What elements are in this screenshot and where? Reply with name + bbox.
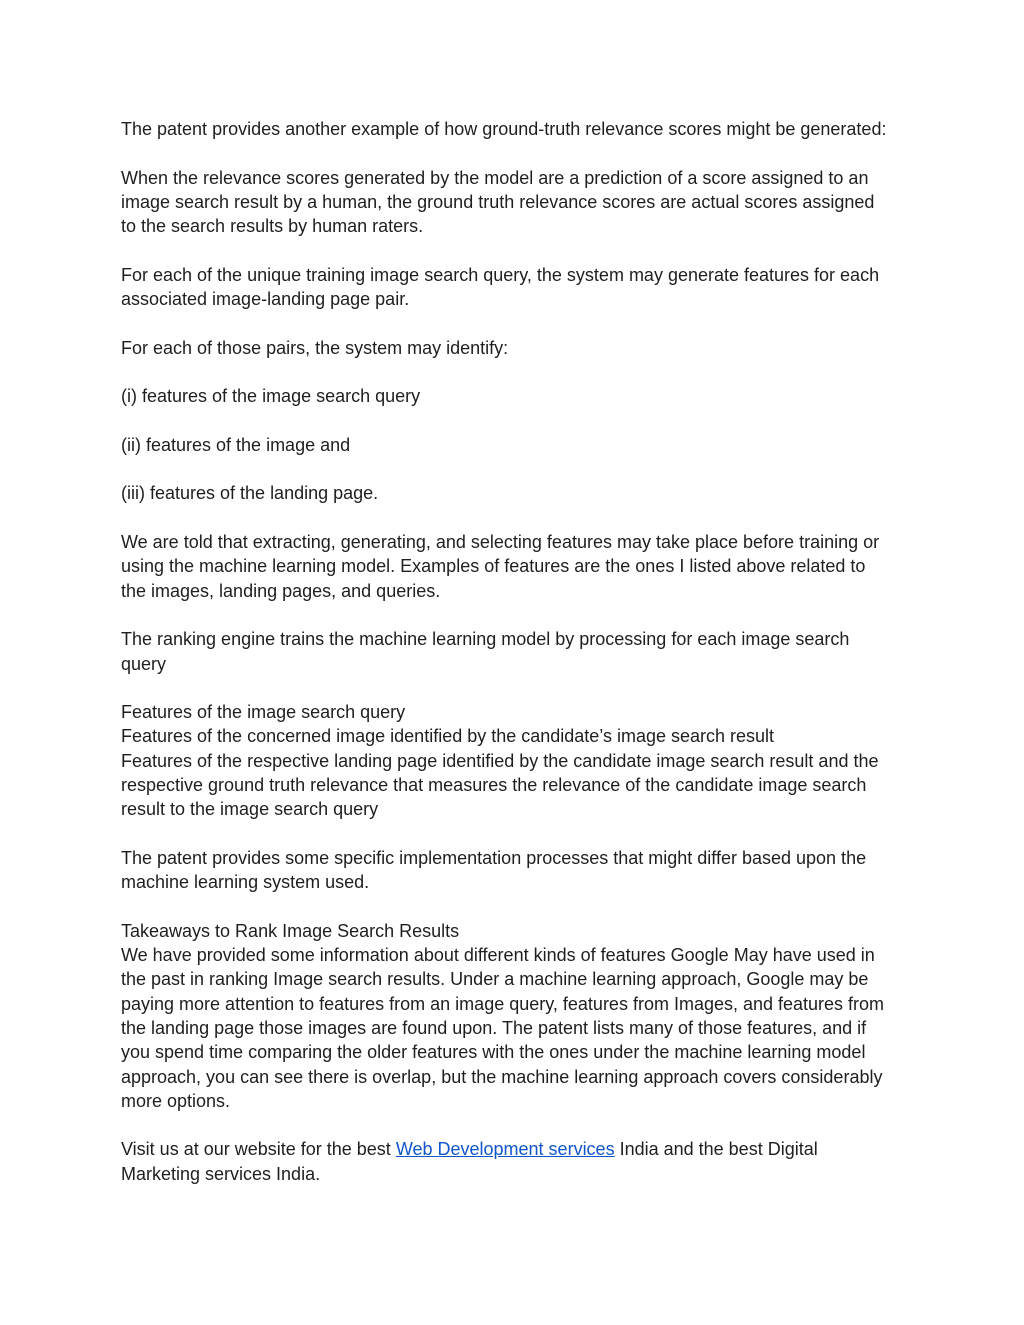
list-item-image-features: (ii) features of the image and	[121, 434, 351, 455]
list-item-landing-features: (iii) features of the landing page.	[121, 483, 379, 504]
list-item-query-features: (i) features of the image search query	[121, 386, 421, 407]
footer-text-before-link: Visit us at our website for the best	[121, 1139, 396, 1160]
paragraph-training-features: For each of the unique training image search query, the system may generate features for each associated image-landing page pair.	[121, 264, 880, 310]
paragraph-relevance-scores: When the relevance scores generated by the model are a prediction of a score assigned to an image search result by a human, the ground truth relevance scores are actual scores assigned to the search results by human raters.	[121, 167, 875, 237]
paragraph-gap	[121, 1113, 911, 1137]
footer-text-after-link: India and the best Digital Marketing services India.	[121, 1139, 818, 1184]
paragraph-pairs-identify: For each of those pairs, the system may identify:	[121, 337, 509, 358]
paragraph-gap	[121, 822, 911, 846]
paragraph-gap	[121, 457, 911, 481]
paragraph-implementation: The patent provides some specific implementation processes that might differ based upon the machine learning system used.	[121, 847, 867, 893]
web-development-services-link[interactable]: Web Development services	[395, 1139, 615, 1160]
paragraph-feature-list: Features of the image search query Features of the concerned image identified by the candidate’s image search result Features of the respective landing page identified by the candidate image search result and the respective ground truth relevance that measures the relevance of the candidate image search result to the image search query	[121, 702, 879, 820]
document-page	[121, 117, 911, 1186]
paragraph-gap	[121, 506, 911, 530]
paragraph-ranking-engine: The ranking engine trains the machine learning model by processing for each image search query	[121, 629, 850, 674]
paragraph-gap	[121, 603, 911, 627]
paragraph-footer-visit	[121, 1137, 911, 1186]
paragraph-gap	[121, 238, 911, 262]
paragraph-gap	[121, 895, 911, 919]
paragraph-gap	[121, 141, 911, 165]
paragraph-gap	[121, 409, 911, 433]
paragraph-gap	[121, 360, 911, 384]
paragraph-takeaways: Takeaways to Rank Image Search Results We have provided some information about different kinds of features Google May have used in the past in ranking Image search results. Under a machine learning approach, Google may be paying more attention to features from an image query, features from Images, and features from the landing page those images are found upon. The patent lists many of those features, and if you spend time comparing the older features with the ones under the machine learning model approach, you can see there is overlap, but the machine learning approach covers considerably more options.	[121, 920, 885, 1111]
paragraph-gap	[121, 311, 911, 335]
paragraph-intro: The patent provides another example of how ground-truth relevance scores might be generated:	[121, 119, 887, 139]
paragraph-gap	[121, 676, 911, 700]
paragraph-feature-extraction: We are told that extracting, generating, and selecting features may take place before training or using the machine learning model. Examples of features are the ones I listed above related to the images, landing pages, and queries.	[121, 532, 880, 601]
